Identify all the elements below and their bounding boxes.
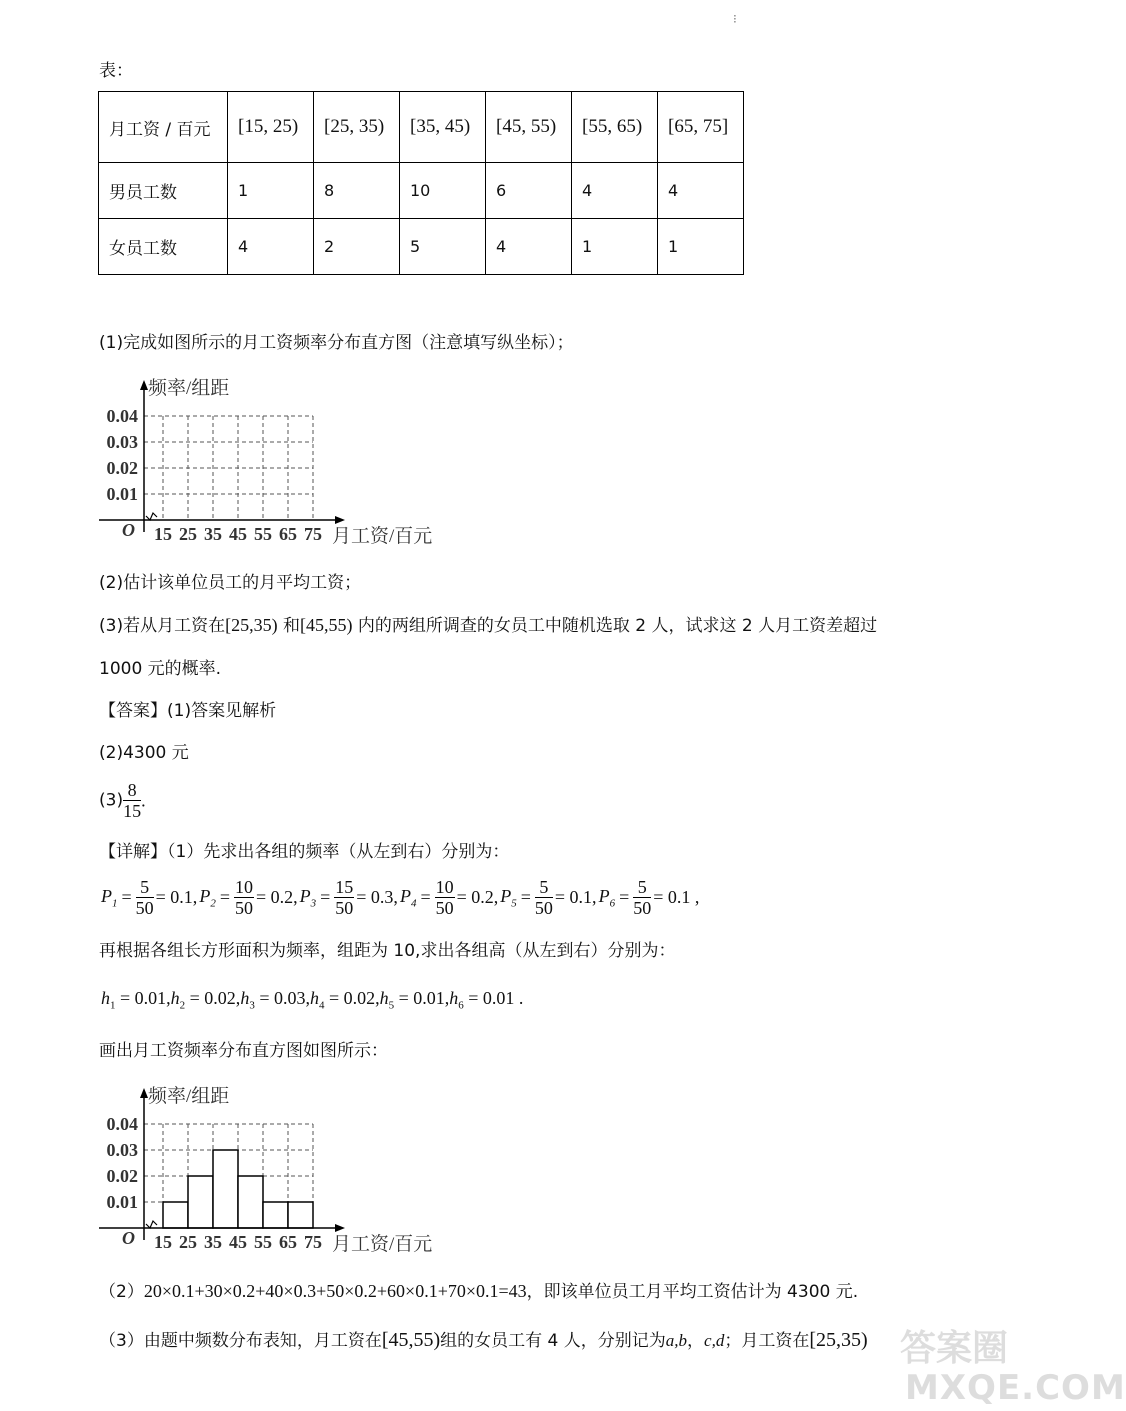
q3-text-c: 内的两组所调查的女员工中随机选取 2 人，试求这 2 人月工资差超过 xyxy=(357,616,878,636)
height-term: $h_6 = 0.01$ . xyxy=(449,988,524,1012)
probability-term: $P_5$ = $\frac{5}{50}$ = 0.1, xyxy=(500,877,597,918)
answer-1: (1)答案见解析 xyxy=(167,701,277,721)
interval-4: [45, 55) xyxy=(496,116,557,137)
probability-symbol: $P_1$ xyxy=(101,885,118,910)
height-term: $h_5 = 0.01$, xyxy=(379,988,450,1012)
interval-1: [15, 25) xyxy=(238,116,299,137)
axis-break-mark xyxy=(146,513,157,520)
x-axis-label: 月工资/百元 xyxy=(332,526,433,547)
header-mark: ⁝ xyxy=(733,12,737,26)
detail-q3-vars-2: c,d xyxy=(704,1331,725,1350)
histogram-blank xyxy=(95,372,435,550)
detail-2: 再根据各组长方形面积为频率，组距为 10,求出各组高（从左到右）分别为： xyxy=(99,941,676,961)
question-2: (2)估计该单位员工的月平均工资； xyxy=(99,573,362,593)
question-3 xyxy=(99,614,877,637)
table-cell: 2 xyxy=(314,219,400,275)
table-row xyxy=(99,163,744,219)
question-3-cont: 1000 元的概率. xyxy=(99,659,222,679)
watermark-logo: 答案圈 xyxy=(900,1328,1009,1369)
y-tick-label: 0.04 xyxy=(106,406,138,426)
origin-label: O xyxy=(122,520,135,540)
answer-3-prefix: (3) xyxy=(99,790,124,811)
histogram-bar xyxy=(238,1176,263,1228)
detail-q3 xyxy=(99,1329,868,1352)
detail-q3-sep: ， xyxy=(687,1331,705,1351)
probability-term: $P_2$ = $\frac{10}{50}$ = 0.2, xyxy=(199,877,298,918)
y-tick-label: 0.01 xyxy=(106,484,138,504)
table-cell: 1 xyxy=(572,219,658,275)
table-cell: 8 xyxy=(314,163,400,219)
x-tick-label: 35 xyxy=(204,1232,222,1252)
table-cell: 6 xyxy=(486,163,572,219)
x-tick-label: 45 xyxy=(229,524,247,544)
histogram-bar xyxy=(213,1150,238,1228)
watermark-url: MXQE.COM xyxy=(905,1368,1126,1408)
probability-fraction: $\frac{5}{50}$ xyxy=(135,877,154,918)
probability-fraction: $\frac{15}{50}$ xyxy=(335,877,354,918)
heights-formula xyxy=(101,988,523,1012)
probability-symbol: $P_6$ xyxy=(598,885,616,910)
table-cell: 4 xyxy=(228,219,314,275)
table-header-label: 月工资 / 百元 xyxy=(99,92,228,163)
answer-3 xyxy=(99,780,146,821)
x-tick-label: 75 xyxy=(304,1232,322,1252)
y-tick-label: 0.02 xyxy=(106,1166,138,1186)
detail-q3-prefix: （3）由题中频数分布表知，月工资在 xyxy=(99,1331,382,1351)
fraction-denominator: 15 xyxy=(123,801,142,821)
y-axis-arrow xyxy=(140,380,148,390)
probability-symbol: $P_3$ xyxy=(299,885,317,910)
detail-3: 画出月工资频率分布直方图如图所示： xyxy=(99,1041,388,1061)
probability-symbol: $P_2$ xyxy=(199,885,216,910)
q3-interval-1: [25,35) xyxy=(225,615,278,635)
table-cell: 4 xyxy=(658,163,744,219)
detail-1: （1）先求出各组的频率（从左到右）分别为： xyxy=(167,842,510,862)
histogram-filled xyxy=(95,1080,435,1258)
interval-5: [55, 65) xyxy=(582,116,643,137)
probability-term: $P_1$ = $\frac{5}{50}$ = 0.1, xyxy=(101,877,198,918)
probability-term: $P_6$ = $\frac{5}{50}$ = 0.1 , xyxy=(598,877,700,918)
x-tick-label: 35 xyxy=(204,524,222,544)
frequency-table xyxy=(98,91,744,275)
x-tick-label: 25 xyxy=(179,524,197,544)
probability-fraction: $\frac{10}{50}$ xyxy=(435,877,454,918)
x-tick-label: 25 xyxy=(179,1232,197,1252)
detail-q2-prefix: （2） xyxy=(99,1282,144,1302)
x-axis-arrow xyxy=(335,516,345,524)
probability-fraction: $\frac{5}{50}$ xyxy=(534,877,553,918)
histogram-bar xyxy=(163,1202,188,1228)
interval-3: [35, 45) xyxy=(410,116,471,137)
detail-q3-end: ；月工资在 xyxy=(724,1331,810,1351)
x-tick-label: 65 xyxy=(279,1232,297,1252)
answer-label: 【答案】 xyxy=(99,701,167,721)
q3-text-a: (3)若从月工资在 xyxy=(99,616,226,636)
probability-fraction: $\frac{5}{50}$ xyxy=(633,877,652,918)
row-label-female: 女员工数 xyxy=(99,219,228,275)
table-header-row xyxy=(99,92,744,163)
histogram-bar xyxy=(263,1202,288,1228)
table-row xyxy=(99,219,744,275)
x-tick-label: 15 xyxy=(154,524,172,544)
probability-fraction: $\frac{10}{50}$ xyxy=(234,877,253,918)
x-tick-label: 75 xyxy=(304,524,322,544)
detail-label: 【详解】 xyxy=(99,842,167,862)
x-axis-arrow xyxy=(335,1224,345,1232)
q3-text-b: 和 xyxy=(283,616,300,636)
detail-q2-math: 20×0.1+30×0.2+40×0.3+50×0.2+60×0.1+70×0.1=43 xyxy=(143,1281,527,1301)
table-cell: 4 xyxy=(572,163,658,219)
q3-interval-2: [45,55) xyxy=(300,615,353,635)
table-cell: 1 xyxy=(658,219,744,275)
x-axis-label: 月工资/百元 xyxy=(332,1234,433,1255)
row-label-male: 男员工数 xyxy=(99,163,228,219)
interval-2: [25, 35) xyxy=(324,116,385,137)
table-cell: 5 xyxy=(400,219,486,275)
answer-2: (2)4300 元 xyxy=(99,743,189,763)
fraction-numerator: 8 xyxy=(123,780,141,801)
detail-q2 xyxy=(99,1280,858,1303)
detail-q3-vars-1: a,b xyxy=(665,1331,688,1350)
y-axis-arrow xyxy=(140,1088,148,1098)
height-term: $h_4 = 0.02$, xyxy=(309,988,380,1012)
y-tick-label: 0.04 xyxy=(106,1114,138,1134)
y-tick-label: 0.03 xyxy=(106,1140,138,1160)
table-cell: 4 xyxy=(486,219,572,275)
histogram-bar xyxy=(188,1176,213,1228)
y-axis-label: 频率/组距 xyxy=(148,378,230,399)
y-tick-label: 0.03 xyxy=(106,432,138,452)
x-tick-label: 55 xyxy=(254,1232,272,1252)
probabilities-formula xyxy=(101,877,701,918)
height-term: $h_1 = 0.01$, xyxy=(101,988,171,1012)
histogram-bar xyxy=(288,1202,313,1228)
question-1: (1)完成如图所示的月工资频率分布直方图（注意填写纵坐标）； xyxy=(99,333,574,353)
detail-q3-mid: 组的女员工有 4 人，分别记为 xyxy=(440,1331,666,1351)
detail-q3-interval-2: [25,35) xyxy=(809,1329,868,1351)
x-tick-label: 65 xyxy=(279,524,297,544)
table-cell: 10 xyxy=(400,163,486,219)
probability-symbol: $P_5$ xyxy=(500,885,517,910)
y-tick-label: 0.01 xyxy=(106,1192,138,1212)
interval-6: [65, 75] xyxy=(668,116,729,137)
y-tick-label: 0.02 xyxy=(106,458,138,478)
y-axis-label: 频率/组距 xyxy=(148,1086,230,1107)
probability-symbol: $P_4$ xyxy=(399,885,417,910)
detail-line-1 xyxy=(99,841,509,863)
answer-3-fraction xyxy=(123,780,141,821)
axis-break-mark xyxy=(146,1221,157,1228)
probability-term: $P_4$ = $\frac{10}{50}$ = 0.2, xyxy=(399,877,499,918)
intro-text: 表： xyxy=(99,61,133,81)
x-tick-label: 55 xyxy=(254,524,272,544)
detail-q2-text: ，即该单位员工月平均工资估计为 4300 元. xyxy=(526,1282,859,1302)
detail-q3-interval: [45,55) xyxy=(381,1329,441,1351)
answer-3-suffix: . xyxy=(141,790,146,811)
table-cell: 1 xyxy=(228,163,314,219)
origin-label: O xyxy=(122,1228,135,1248)
x-tick-label: 15 xyxy=(154,1232,172,1252)
height-term: $h_2 = 0.02$, xyxy=(170,988,241,1012)
answer-line-1 xyxy=(99,700,276,722)
height-term: $h_3 = 0.03$, xyxy=(240,988,310,1012)
probability-term: $P_3$ = $\frac{15}{50}$ = 0.3, xyxy=(299,877,398,918)
x-tick-label: 45 xyxy=(229,1232,247,1252)
